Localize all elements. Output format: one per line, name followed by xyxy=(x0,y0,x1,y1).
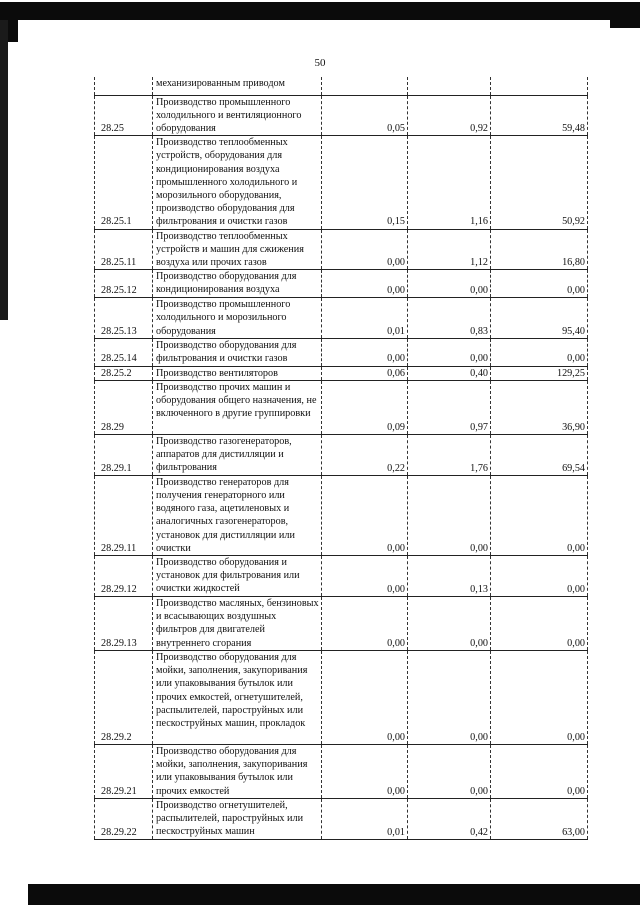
row-value-2: 0,40 xyxy=(408,366,491,380)
row-value-1: 0,00 xyxy=(322,744,408,798)
row-value-3: 129,25 xyxy=(491,366,588,380)
scan-border-bottom xyxy=(28,884,640,905)
row-value-1: 0,00 xyxy=(322,650,408,744)
row-name: механизированным приводом xyxy=(153,77,322,95)
row-value-1: 0,00 xyxy=(322,270,408,298)
row-code: 28.25.13 xyxy=(95,298,153,339)
row-code: 28.25.2 xyxy=(95,366,153,380)
row-value-3: 0,00 xyxy=(491,270,588,298)
row-name: Производство прочих машин и оборудования общего назначения, не включенного в другие группировки xyxy=(153,380,322,434)
table-body xyxy=(95,77,588,839)
table-row xyxy=(95,298,588,339)
row-name: Производство теплообменных устройств, оборудования для кондиционирования воздуха промышленного холодильного и морозильного оборудования, производство оборудования для фильтрования и очистки газов xyxy=(153,136,322,229)
row-value-1 xyxy=(322,77,408,95)
row-name: Производство промышленного холодильного и вентиляционного оборудования xyxy=(153,95,322,136)
row-code: 28.29.2 xyxy=(95,650,153,744)
row-name: Производство вентиляторов xyxy=(153,366,322,380)
row-value-2: 0,00 xyxy=(408,339,491,366)
row-value-2 xyxy=(408,77,491,95)
row-code: 28.29.22 xyxy=(95,798,153,839)
row-name: Производство оборудования и установок для фильтрования или очистки жидкостей xyxy=(153,555,322,596)
row-value-3 xyxy=(491,77,588,95)
row-code: 28.25.14 xyxy=(95,339,153,366)
row-code: 28.29 xyxy=(95,380,153,434)
row-value-3: 0,00 xyxy=(491,596,588,650)
table-row xyxy=(95,596,588,650)
row-value-3: 0,00 xyxy=(491,555,588,596)
row-value-3: 0,00 xyxy=(491,650,588,744)
row-value-1: 0,01 xyxy=(322,798,408,839)
row-value-2: 0,00 xyxy=(408,596,491,650)
row-code: 28.29.11 xyxy=(95,475,153,555)
row-value-3: 0,00 xyxy=(491,339,588,366)
row-code: 28.25 xyxy=(95,95,153,136)
table-row xyxy=(95,434,588,475)
row-value-2: 0,42 xyxy=(408,798,491,839)
row-value-3: 16,80 xyxy=(491,229,588,270)
table-row xyxy=(95,339,588,366)
row-name: Производство газогенераторов, аппаратов для дистилляции и фильтрования xyxy=(153,434,322,475)
table-row xyxy=(95,744,588,798)
row-value-1: 0,00 xyxy=(322,555,408,596)
table-row xyxy=(95,136,588,229)
statistics-table xyxy=(94,77,588,840)
row-value-1: 0,15 xyxy=(322,136,408,229)
row-code: 28.25.12 xyxy=(95,270,153,298)
row-name: Производство масляных, бензиновых и всасывающих воздушных фильтров для двигателей внутреннего сгорания xyxy=(153,596,322,650)
row-value-3: 59,48 xyxy=(491,95,588,136)
row-value-2: 0,92 xyxy=(408,95,491,136)
row-name: Производство огнетушителей, распылителей, пароструйных или пескоструйных машин xyxy=(153,798,322,839)
row-value-2: 0,00 xyxy=(408,475,491,555)
row-value-2: 0,13 xyxy=(408,555,491,596)
row-value-2: 0,00 xyxy=(408,270,491,298)
row-code: 28.29.21 xyxy=(95,744,153,798)
table-row xyxy=(95,798,588,839)
page-number: 50 xyxy=(314,57,326,69)
row-value-2: 1,16 xyxy=(408,136,491,229)
table-row xyxy=(95,475,588,555)
table-row xyxy=(95,380,588,434)
row-value-1: 0,00 xyxy=(322,596,408,650)
row-value-2: 1,76 xyxy=(408,434,491,475)
row-value-1: 0,00 xyxy=(322,475,408,555)
table-row xyxy=(95,95,588,136)
row-value-1: 0,06 xyxy=(322,366,408,380)
row-value-1: 0,05 xyxy=(322,95,408,136)
row-code: 28.25.1 xyxy=(95,136,153,229)
row-value-1: 0,00 xyxy=(322,339,408,366)
row-value-2: 0,83 xyxy=(408,298,491,339)
row-value-1: 0,22 xyxy=(322,434,408,475)
row-value-2: 0,00 xyxy=(408,650,491,744)
row-value-2: 1,12 xyxy=(408,229,491,270)
row-value-3: 95,40 xyxy=(491,298,588,339)
row-name: Производство оборудования для кондиционирования воздуха xyxy=(153,270,322,298)
row-value-3: 0,00 xyxy=(491,475,588,555)
row-value-3: 69,54 xyxy=(491,434,588,475)
row-code: 28.29.1 xyxy=(95,434,153,475)
row-name: Производство теплообменных устройств и машин для сжижения воздуха или прочих газов xyxy=(153,229,322,270)
row-code xyxy=(95,77,153,95)
row-value-3: 36,90 xyxy=(491,380,588,434)
row-value-1: 0,01 xyxy=(322,298,408,339)
row-code: 28.29.12 xyxy=(95,555,153,596)
table-row xyxy=(95,650,588,744)
table-row xyxy=(95,270,588,298)
scan-border-top xyxy=(0,0,640,20)
row-name: Производство оборудования для фильтрования и очистки газов xyxy=(153,339,322,366)
row-name: Производство генераторов для получения генераторного или водяного газа, ацетиленовых и аналогичных газогенераторов, установок для дистилляции или очистки xyxy=(153,475,322,555)
row-name: Производство оборудования для мойки, заполнения, закупоривания или упаковывания бутылок или прочих емкостей xyxy=(153,744,322,798)
row-code: 28.29.13 xyxy=(95,596,153,650)
row-value-1: 0,00 xyxy=(322,229,408,270)
table-row xyxy=(95,77,588,95)
row-value-1: 0,09 xyxy=(322,380,408,434)
row-value-3: 0,00 xyxy=(491,744,588,798)
table-row xyxy=(95,366,588,380)
row-value-2: 0,97 xyxy=(408,380,491,434)
row-name: Производство промышленного холодильного и морозильного оборудования xyxy=(153,298,322,339)
table-row xyxy=(95,555,588,596)
table-row xyxy=(95,229,588,270)
row-value-3: 63,00 xyxy=(491,798,588,839)
row-value-3: 50,92 xyxy=(491,136,588,229)
row-value-2: 0,00 xyxy=(408,744,491,798)
row-code: 28.25.11 xyxy=(95,229,153,270)
row-name: Производство оборудования для мойки, заполнения, закупоривания или упаковывания бутылок или прочих емкостей, огнетушителей, распылителей, пароструйных или пескоструйных машин, прокладок xyxy=(153,650,322,744)
